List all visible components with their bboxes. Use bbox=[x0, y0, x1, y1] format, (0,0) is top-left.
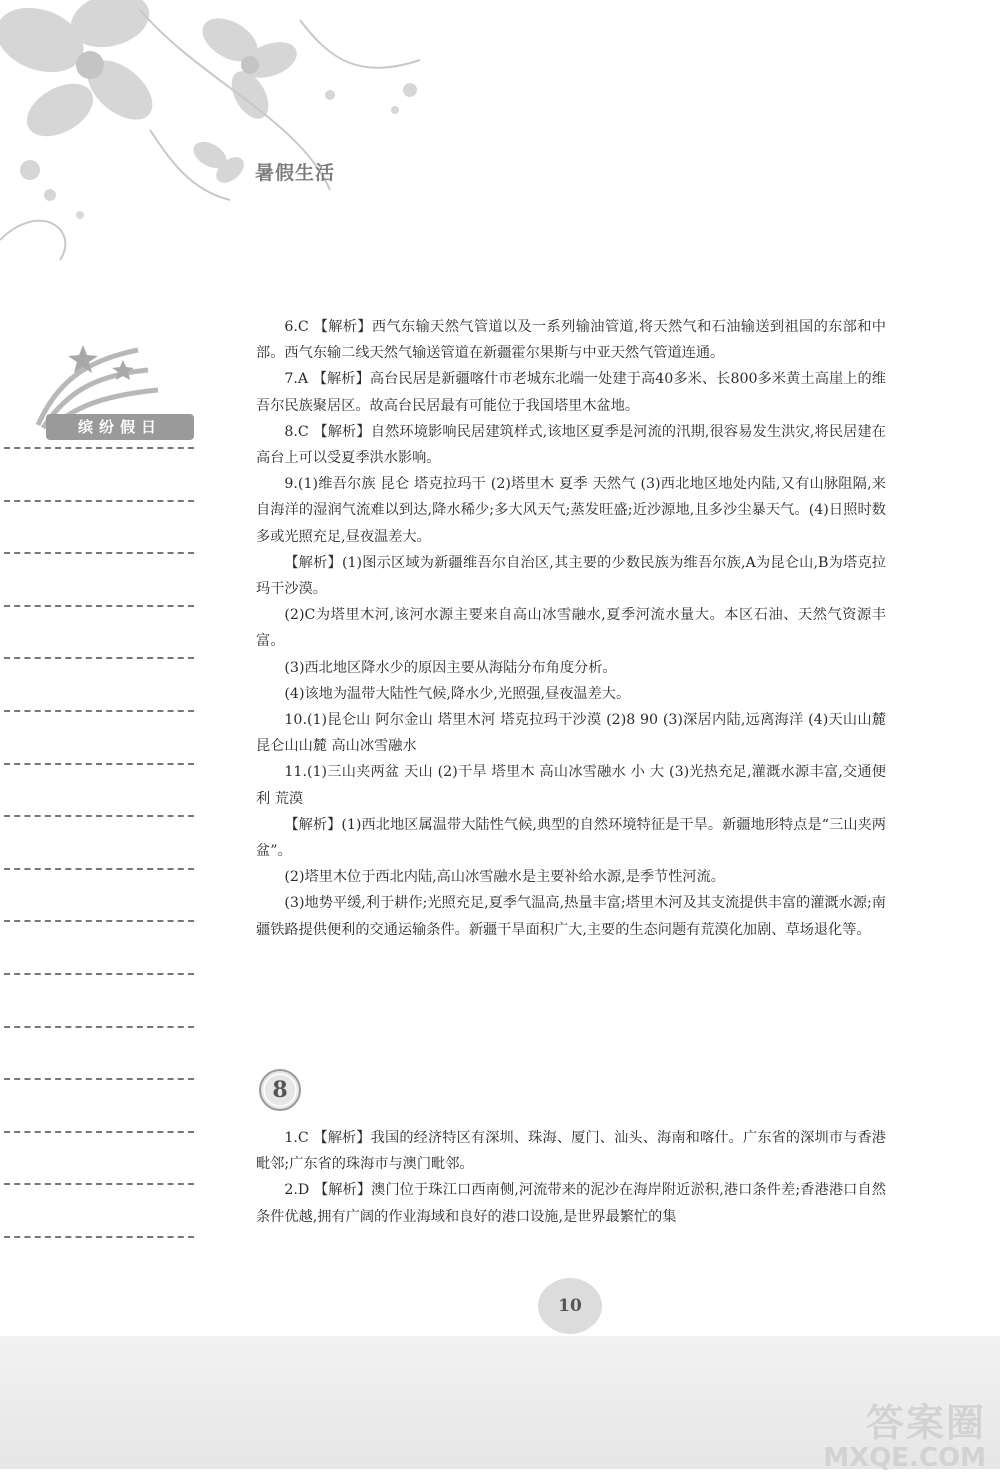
page-number: 10 bbox=[558, 1296, 582, 1316]
sidebar-badge-label: 缤纷假日 bbox=[77, 418, 162, 436]
note-line bbox=[4, 1026, 194, 1028]
note-line bbox=[4, 552, 194, 554]
floral-decoration-icon bbox=[0, 0, 460, 270]
note-line bbox=[4, 710, 194, 712]
note-line bbox=[4, 1183, 194, 1185]
watermark-sub: MXQE.COM bbox=[823, 1443, 986, 1473]
answer-paragraph: 6.C 【解析】西气东输天然气管道以及一系列输油管道,将天然气和石油输送到祖国的东部和中部。西气东输二线天然气输送管道在新疆霍尔果斯与中亚天然气管道连通。 bbox=[256, 319, 886, 362]
section-number: 8 bbox=[272, 1077, 288, 1103]
answer-paragraph: 1.C 【解析】我国的经济特区有深圳、珠海、厦门、汕头、海南和喀什。广东省的深圳市与香港毗邻;广东省的珠海市与澳门毗邻。 bbox=[256, 1130, 886, 1173]
note-line bbox=[4, 1236, 194, 1238]
answer-paragraph: (3)西北地区降水少的原因主要从海陆分布角度分析。 bbox=[284, 659, 617, 676]
answer-paragraph: 【解析】(1)西北地区属温带大陆性气候,典型的自然环境特征是干旱。新疆地形特点是“三山夹两盆”。 bbox=[256, 816, 886, 860]
note-line bbox=[4, 447, 194, 449]
note-line bbox=[4, 868, 194, 870]
answer-paragraph: 11.(1)三山夹两盆 天山 (2)干旱 塔里木 高山冰雪融水 小 大 (3)光热充足,灌溉水源丰富,交通便利 荒漠 bbox=[256, 764, 886, 807]
answer-paragraph: (3)地势平缓,利于耕作;光照充足,夏季气温高,热量丰富;塔里木河及其支流提供丰富的灌溉水源;南疆铁路提供便利的交通运输条件。新疆干旱面积广大,主要的生态问题有荒漠化加剧、草场退化等。 bbox=[256, 895, 886, 938]
note-line bbox=[4, 1131, 194, 1133]
answer-paragraph: (4)该地为温带大陆性气候,降水少,光照强,昼夜温差大。 bbox=[284, 685, 631, 702]
answer-section-8 bbox=[256, 1125, 886, 1230]
note-line bbox=[4, 657, 194, 659]
note-line bbox=[4, 973, 194, 975]
answer-paragraph: 2.D 【解析】澳门位于珠江口西南侧,河流带来的泥沙在海岸附近淤积,港口条件差;香港港口自然条件优越,拥有广阔的作业海域和良好的港口设施,是世界最繁忙的集 bbox=[256, 1182, 886, 1225]
watermark-main: 答案圈 bbox=[865, 1401, 986, 1445]
watermark bbox=[823, 1392, 986, 1473]
answer-paragraph: 【解析】(1)图示区域为新疆维吾尔自治区,其主要的少数民族为维吾尔族,A为昆仑山,B为塔克拉玛干沙漠。 bbox=[256, 554, 886, 598]
answer-section-7 bbox=[256, 314, 886, 943]
answer-paragraph: 8.C 【解析】自然环境影响民居建筑样式,该地区夏季是河流的汛期,很容易发生洪灾,将民居建在高台上可以受夏季洪水影响。 bbox=[256, 423, 886, 467]
note-line bbox=[4, 1078, 194, 1080]
note-line bbox=[4, 763, 194, 765]
answer-paragraph: 10.(1)昆仑山 阿尔金山 塔里木河 塔克拉玛干沙漠 (2)8 90 (3)深居内陆,远离海洋 (4)天山山麓 昆仑山山麓 高山冰雪融水 bbox=[256, 712, 886, 755]
answer-paragraph: (2)C为塔里木河,该河水源主要来自高山冰雪融水,夏季河流水量大。本区石油、天然气资源丰富。 bbox=[256, 607, 886, 650]
header-title: 暑假生活 bbox=[255, 162, 336, 184]
note-line bbox=[4, 920, 194, 922]
note-line bbox=[4, 815, 194, 817]
note-lines bbox=[4, 447, 194, 1289]
answer-paragraph: 7.A 【解析】高台民居是新疆喀什市老城东北端一处建于高40多米、长800多米黄土高崖上的维吾尔民族聚居区。故高台民居最有可能位于我国塔里木盆地。 bbox=[256, 371, 886, 414]
answer-paragraph: 9.(1)维吾尔族 昆仑 塔克拉玛干 (2)塔里木 夏季 天然气 (3)西北地区地处内陆,又有山脉阻隔,来自海洋的湿润气流难以到达,降水稀少;多大风天气;蒸发旺盛;近沙源地,且多沙尘暴天气。(4)日照时数多或光照充足,昼夜温差大。 bbox=[256, 476, 886, 545]
note-line bbox=[4, 500, 194, 502]
note-line bbox=[4, 605, 194, 607]
answer-paragraph: (2)塔里木位于西北内陆,高山冰雪融水是主要补给水源,是季节性河流。 bbox=[284, 869, 725, 886]
